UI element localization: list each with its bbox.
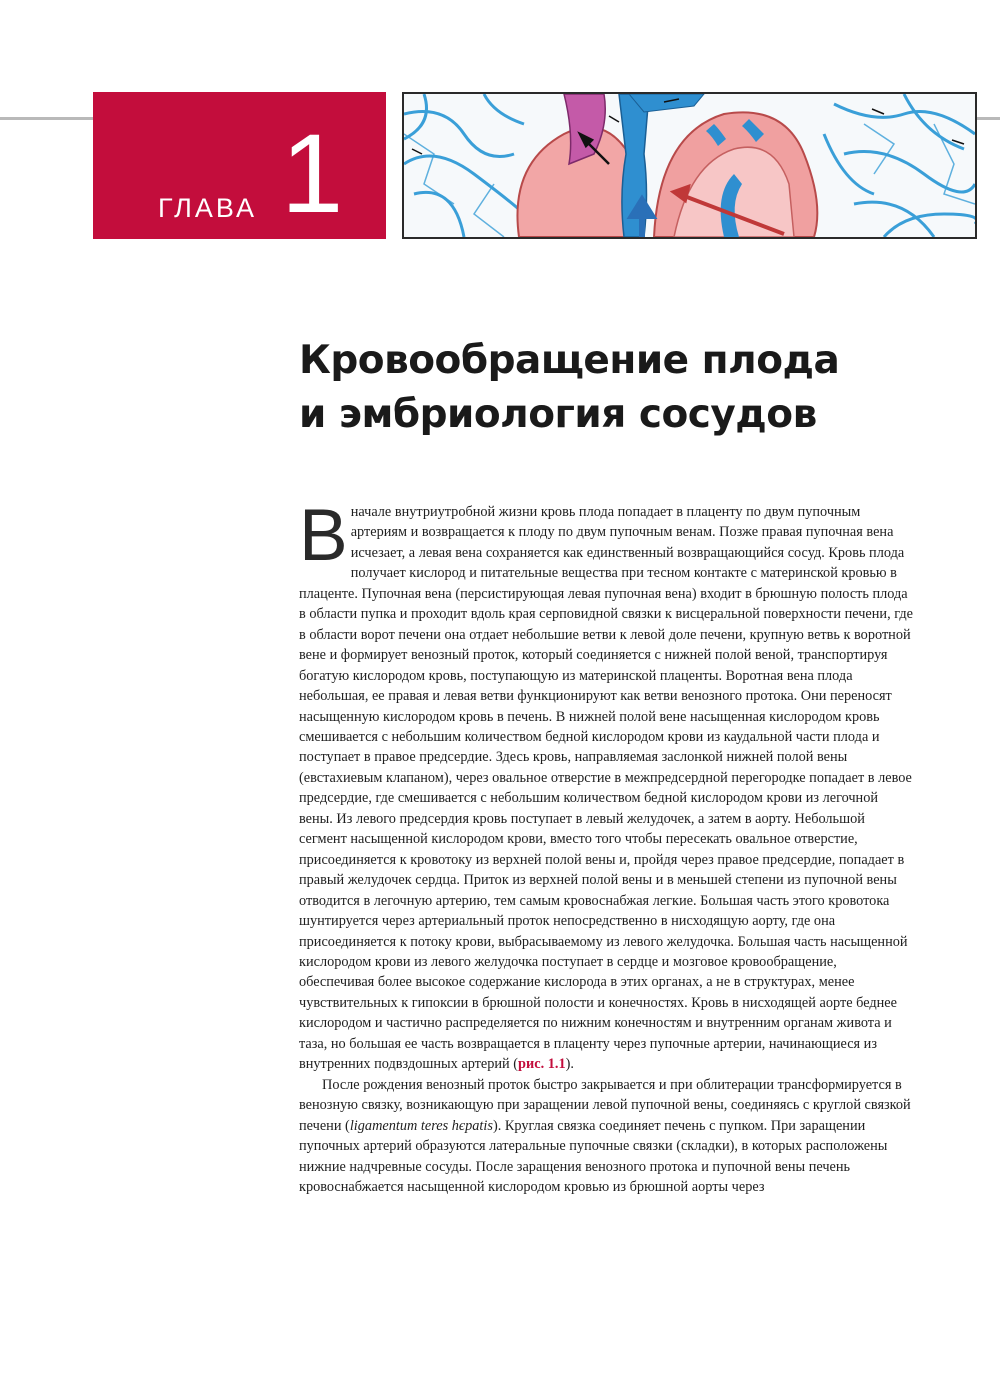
header-rule-left [0, 117, 93, 120]
paragraph-2 [299, 1075, 913, 1198]
page-title [299, 334, 939, 442]
latin-term: ligamentum teres hєpatis [349, 1117, 493, 1134]
page-title-line-1: Кровообращение плода [299, 338, 840, 383]
figure-reference-link[interactable]: рис. 1.1 [518, 1056, 566, 1073]
paragraph-1 [299, 495, 914, 1075]
header-rule-right [977, 117, 1000, 120]
paragraph-2-text-a: После рождения венозный проток быстро закрывается и при облитерации трансформируется в венозную связку, возникающую при заращении левой пупочной вены, соединяясь с круглой связкой печени ( [299, 1076, 911, 1134]
drop-cap: В [299, 495, 348, 576]
paragraph-2-text-b: ). Круглая связка соединяет печень с пупком. При заращении пупочных артерий образуются латеральные пупочные связки (складки), в которых расположены нижние надчревные сосуды. После заращения венозного протока и пупочной вены печень кровоснабжается насыщенной кислородом кровью из брюшной аорты через [299, 1117, 888, 1195]
page-title-line-2: и эмбриология сосудов [299, 392, 817, 437]
chapter-number: 1 [281, 111, 344, 236]
chapter-banner [93, 92, 386, 239]
paragraph-1-text: начале внутриутробной жизни кровь плода попадает в плаценту по двум пупочным артериям и возвращается к плоду по двум пупочным венам. Позже правая пупочная вена исчезает, а левая вена сохраняется как единственный возвращающийся сосуд. Кровь плода получает кислород и питательные вещества при тесном контакте с материнской кровью в плаценте. Пупочная вена (персистирующая левая пупочная вена) входит в брюшную полость плода в области пупка и проходит вдоль края серповидной связки к висцеральной поверхности печени, где в области ворот печени она отдает небольшие ветви к левой доле печени, крупную ветвь к воротной вене и формирует венозный проток, который соединяется с нижней полой веной, транспортируя богатую кислородом кровь, поступающую из материнской плаценты. Воротная вена плода небольшая, ее правая и левая ветви функционируют как ветви венозного протока. Они переносят насыщенную кислородом кровь в печень. В нижней полой вене насыщенная кислородом кровь смешивается с небольшим количеством бедной кислородом крови из каудальной части плода и поступает в правое предсердие. Здесь кровь, направляемая заслонкой нижней полой вены (евстахиевым клапаном), через овальное отверстие в межпредсердной перегородке попадает в левое предсердие, где смешивается с небольшим количеством бедной кислородом крови из легочной вены. Из левого предсердия кровь поступает в левый желудочек, а затем в аорту. Небольшой сегмент насыщенной кислородом крови, вместо того чтобы пересекать овальное отверстие, присоединяется к кровотоку из верхней полой вены и, пройдя через правое предсердие, попадает в правый желудочек сердца. Приток из верхней полой вены и в меньшей степени из пупочной вены отводится в легочную артерию, тем самым кровоснабжая легкие. Большая часть этого кровотока шунтируется через артериальный проток непосредственно в нисходящую аорту, где она присоединяется к потоку крови, выбрасываемому из левого желудочка. Большая часть насыщенной кислородом крови из левого желудочка поступает в сердце и мозговое кровообращение, обеспечивая более высокое содержание кислорода в этих органах, а не в структурах, менее чувствительных к гипоксии в брюшной полости и конечностях. Кровь в нисходящей аорте беднее кислородом и частично распределяется по нижним конечностям и внутренним органам живота и таза, но большая ее часть возвращается в плаценту через пупочные артерии, начинающиеся из внутренних подвздошных артерий ( [299, 504, 914, 1073]
body-text [299, 495, 914, 1197]
chapter-label: ГЛАВА [158, 193, 257, 223]
paragraph-1-tail: ). [565, 1056, 574, 1073]
fetal-heart-circulation-illustration [402, 92, 977, 239]
